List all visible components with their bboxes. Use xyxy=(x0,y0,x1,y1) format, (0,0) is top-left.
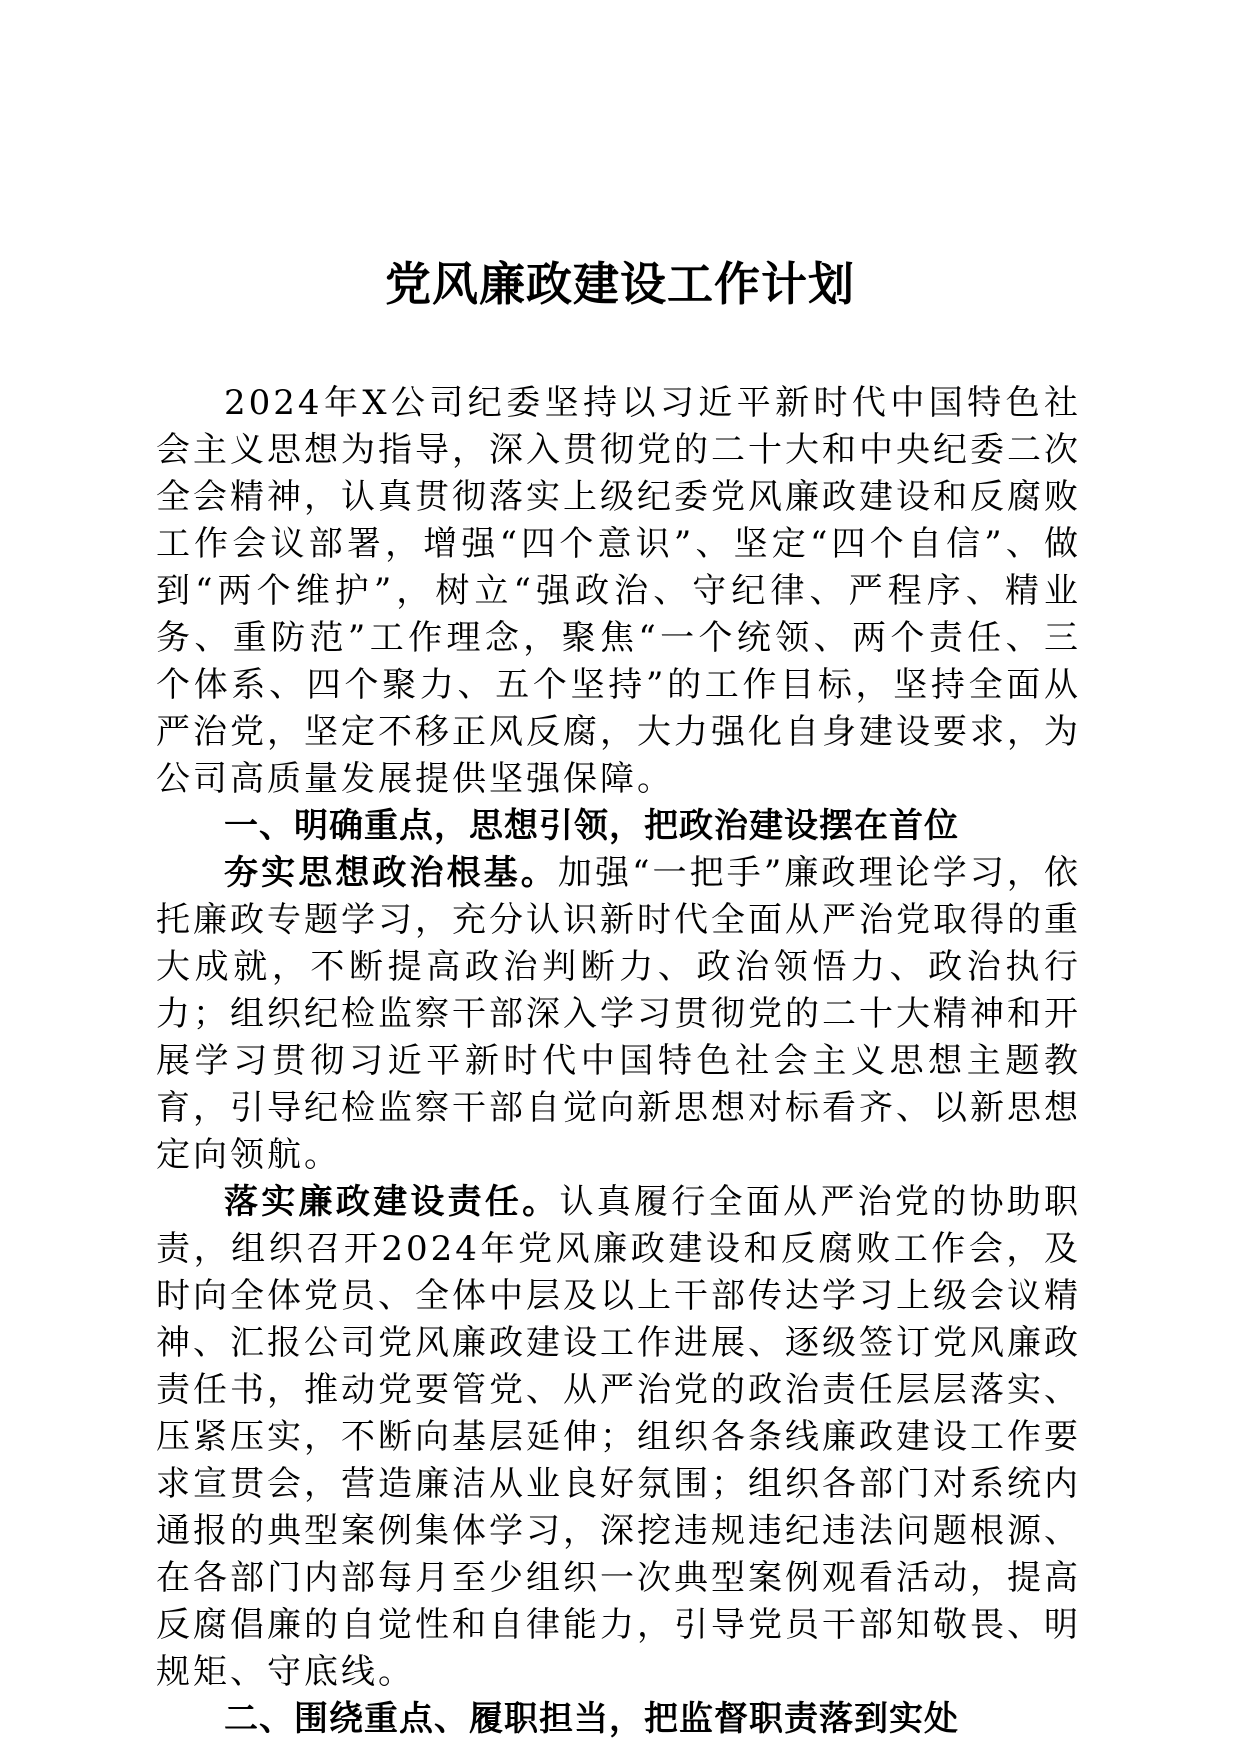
section-2-heading: 二、围绕重点、履职担当，把监督职责落到实处 xyxy=(224,1699,959,1739)
document-title: 党风廉政建设工作计划 xyxy=(385,257,855,311)
document-body xyxy=(156,380,1081,1743)
paragraph-lead: 落实廉政建设责任。 xyxy=(224,1182,560,1222)
section-1-paragraph-2 xyxy=(156,1179,1081,1696)
section-1-heading: 一、明确重点，思想引领，把政治建设摆在首位 xyxy=(224,806,959,846)
paragraph-lead: 夯实思想政治根基。 xyxy=(224,853,558,893)
intro-paragraph: 2024年X公司纪委坚持以习近平新时代中国特色社会主义思想为指导，深入贯彻党的二十大和中央纪委二次全会精神，认真贯彻落实上级纪委党风廉政建设和反腐败工作会议部署，增强“四个意识”、坚定“四个自信”、做到“两个维护”，树立“强政治、守纪律、严程序、精业务、重防范”工作理念，聚焦“一个统领、两个责任、三个体系、四个聚力、五个坚持”的工作目标，坚持全面从严治党，坚定不移正风反腐，大力强化自身建设要求，为公司高质量发展提供坚强保障。 xyxy=(156,383,1081,799)
paragraph-text: 认真履行全面从严治党的协助职责，组织召开2024年党风廉政建设和反腐败工作会，及时向全体党员、全体中层及以上干部传达学习上级会议精神、汇报公司党风廉政建设工作进展、逐级签订党风廉政责任书，推动党要管党、从严治党的政治责任层层落实、压紧压实，不断向基层延伸；组织各条线廉政建设工作要求宣贯会，营造廉洁从业良好氛围；组织各部门对系统内通报的典型案例集体学习，深挖违规违纪违法问题根源、在各部门内部每月至少组织一次典型案例观看活动，提高反腐倡廉的自觉性和自律能力，引导党员干部知敬畏、明规矩、守底线。 xyxy=(156,1182,1082,1692)
section-1-paragraph-1 xyxy=(156,850,1081,1179)
paragraph-text: 加强“一把手”廉政理论学习，依托廉政专题学习，充分认识新时代全面从严治党取得的重大成就，不断提高政治判断力、政治领悟力、政治执行力；组织纪检监察干部深入学习贯彻党的二十大精神和开展学习贯彻习近平新时代中国特色社会主义思想主题教育，引导纪检监察干部自觉向新思想对标看齐、以新思想定向领航。 xyxy=(156,853,1081,1175)
